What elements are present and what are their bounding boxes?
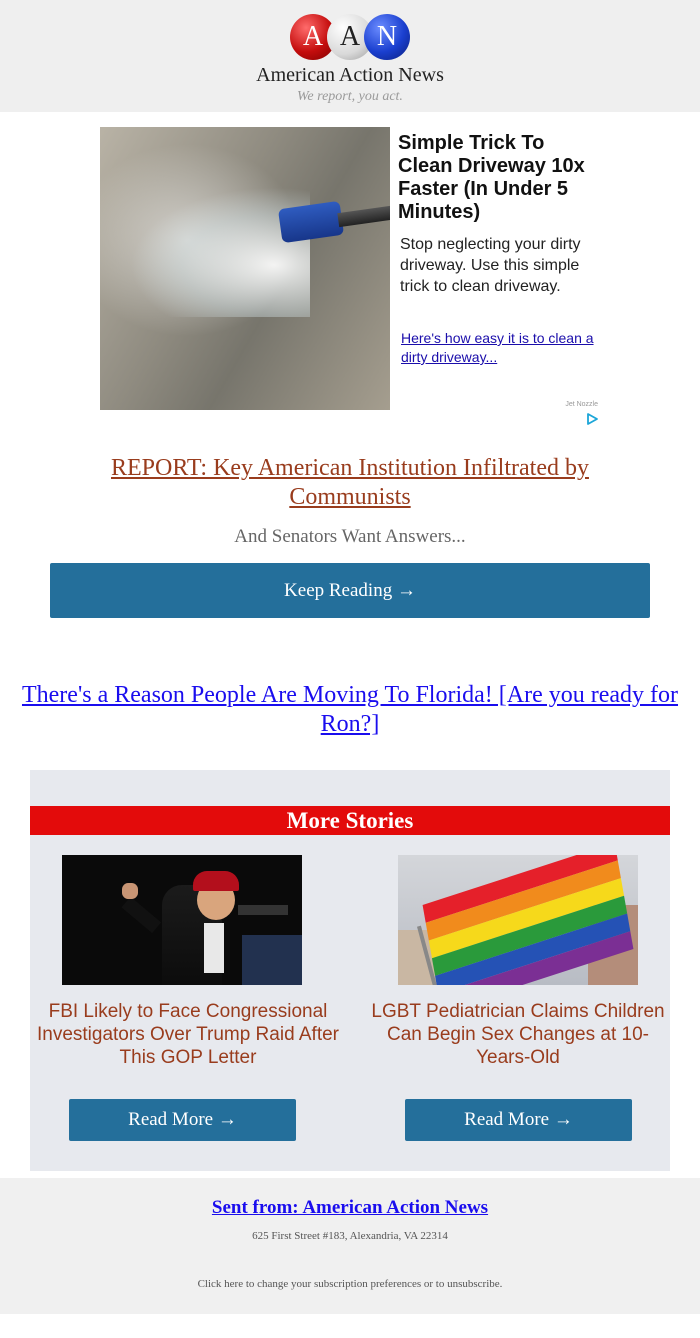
logo-letter-a1: A xyxy=(290,14,336,60)
nozzle xyxy=(278,201,344,243)
shirt xyxy=(204,923,224,973)
story-title-fbi[interactable]: FBI Likely to Face Congressional Investigators Over Trump Raid After This GOP Letter xyxy=(36,1001,339,1068)
logo-letter-n: N xyxy=(364,14,410,60)
florida-promo-link[interactable]: There's a Reason People Are Moving To Florida! [Are you ready for Ron?] xyxy=(21,682,679,737)
ad-source: Jet Nozzle xyxy=(565,401,598,408)
ad-title[interactable]: Simple Trick To Clean Driveway 10x Faster (In Under 5 Minutes) xyxy=(398,132,585,223)
brand-name: American Action News xyxy=(256,64,444,86)
email-footer xyxy=(0,1178,700,1314)
feature-subhead: And Senators Want Answers... xyxy=(234,526,466,547)
read-more-button-lgbt[interactable]: Read More → xyxy=(405,1099,632,1141)
adchoices-icon[interactable] xyxy=(586,413,598,425)
keep-reading-button[interactable]: Keep Reading → xyxy=(50,563,650,618)
story-image-rainbow-flag[interactable] xyxy=(398,855,638,985)
tagline: We report, you act. xyxy=(297,89,403,104)
read-more-button-fbi[interactable]: Read More → xyxy=(69,1099,296,1141)
unsubscribe-link[interactable]: Click here to change your subscription preferences or to unsubscribe. xyxy=(197,1278,503,1290)
more-stories-title: More Stories xyxy=(30,806,670,835)
logo-letter-a2: A xyxy=(327,14,373,60)
fist xyxy=(122,883,138,899)
sent-from-link[interactable]: Sent from: American Action News xyxy=(211,1197,489,1218)
wand xyxy=(337,205,390,227)
microphone xyxy=(238,905,288,915)
email-header xyxy=(0,0,700,112)
footer-address: 625 First Street #183, Alexandria, VA 22314 xyxy=(252,1230,448,1242)
podium xyxy=(242,935,302,985)
story-title-lgbt[interactable]: LGBT Pediatrician Claims Children Can Begin Sex Changes at 10-Years-Old xyxy=(371,1001,665,1068)
water-spray xyxy=(130,187,310,317)
red-hat xyxy=(193,871,239,891)
ad-link[interactable]: Here's how easy it is to clean a dirty driveway... xyxy=(401,330,594,365)
aan-logo[interactable] xyxy=(0,14,700,64)
story-image-trump[interactable] xyxy=(62,855,302,985)
ad-body[interactable]: Stop neglecting your dirty driveway. Use this simple trick to clean driveway. xyxy=(400,236,581,295)
more-stories-section xyxy=(30,770,670,1171)
arm xyxy=(122,897,162,933)
feature-headline-link[interactable]: REPORT: Key American Institution Infiltrated by Communists xyxy=(111,455,589,510)
ad-image[interactable] xyxy=(100,127,390,410)
